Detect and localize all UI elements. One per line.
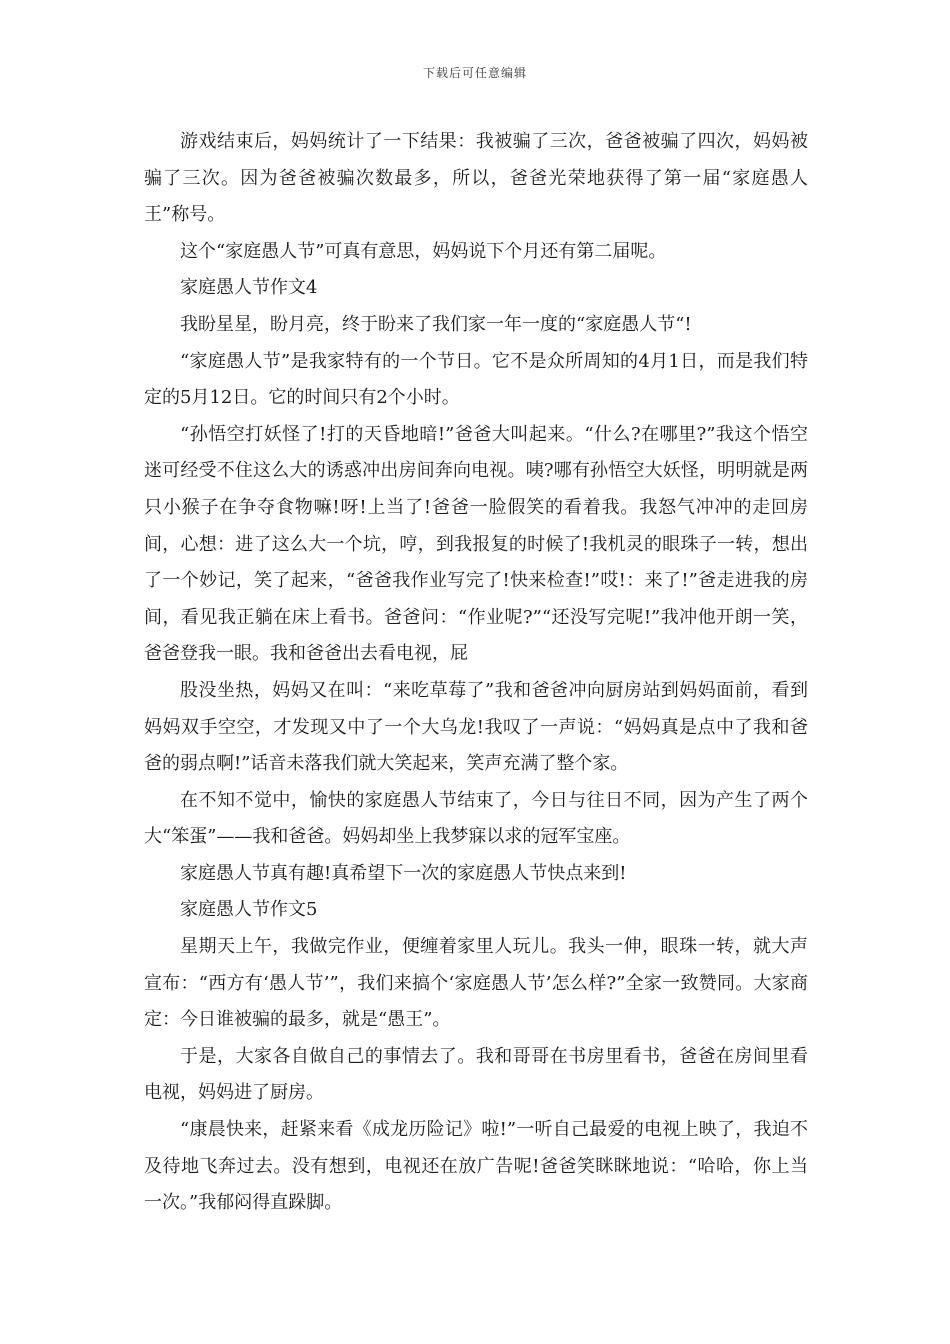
paragraph: 股没坐热，妈妈又在叫：“来吃草莓了”我和爸爸冲向厨房站到妈妈面前，看到妈妈双手空空，才发现又中了一个大乌龙!我叹了一声说：“妈妈真是点中了我和爸爸的弱点啊!”话音未落我们就大笑起来，笑声充满了整个家。: [144, 679, 808, 775]
paragraph: “家庭愚人节”是我家特有的一个节日。它不是众所周知的4月1日，而是我们特定的5月12日。它的时间只有2个小时。: [144, 350, 808, 409]
paragraph: 在不知不觉中，愉快的家庭愚人节结束了，今日与往日不同，因为产生了两个大“笨蛋”——我和爸爸。妈妈却坐上我梦寐以求的冠军宝座。: [144, 789, 808, 848]
page-header: 下载后可任意编辑: [422, 66, 527, 80]
paragraph: 我盼星星，盼月亮，终于盼来了我们家一年一度的“家庭愚人节“!: [180, 313, 692, 335]
paragraph: “康晨快来，赶紧来看《成龙历险记》啦!”一听自己最爱的电视上映了，我迫不及待地飞奔过去。没有想到，电视还在放广告呢!爸爸笑眯眯地说：“哈哈，你上当一次。”我郁闷得直跺脚。: [144, 1119, 808, 1214]
paragraph: 星期天上午，我做完作业，便缠着家里人玩儿。我头一伸，眼珠一转，就大声宣布：“西方有‘愚人节’”，我们来搞个‘家庭愚人节’怎么样?”全家一致赞同。大家商定：今日谁被骗的最多，就是“愚王”。: [144, 936, 808, 1031]
paragraph: 于是，大家各自做自己的事情去了。我和哥哥在书房里看书，爸爸在房间里看电视，妈妈进了厨房。: [144, 1045, 808, 1104]
paragraph: 家庭愚人节真有趣!真希望下一次的家庭愚人节快点来到!: [180, 862, 627, 884]
paragraph: 这个“家庭愚人节”可真有意思，妈妈说下个月还有第二届呢。: [180, 240, 667, 262]
section-heading: 家庭愚人节作文4: [180, 277, 318, 299]
paragraph: 游戏结束后，妈妈统计了一下结果：我被骗了三次，爸爸被骗了四次，妈妈被骗了三次。因为爸爸被骗次数最多，所以，爸爸光荣地获得了第一届“家庭愚人王”称号。: [144, 131, 808, 226]
document-body: [144, 124, 808, 1222]
section-heading: 家庭愚人节作文5: [180, 899, 318, 921]
paragraph: “孙悟空打妖怪了!打的天昏地暗!”爸爸大叫起来。“什么?在哪里?”我这个悟空迷可经受不住这么大的诱惑冲出房间奔向电视。咦?哪有孙悟空大妖怪，明明就是两只小猴子在争夺食物嘛!呀!上当了!爸爸一脸假笑的看着我。我怒气冲冲的走回房间，心想：进了这么大一个坑，哼，到我报复的时候了!我机灵的眼珠子一转，想出了一个妙记，笑了起来，“爸爸我作业写完了!快来检查!”哎!：来了!”爸走进我的房间，看见我正躺在床上看书。爸爸问：“作业呢?”“还没写完呢!”我冲他开朗一笑，爸爸登我一眼。我和爸爸出去看电视，屁: [144, 423, 808, 665]
